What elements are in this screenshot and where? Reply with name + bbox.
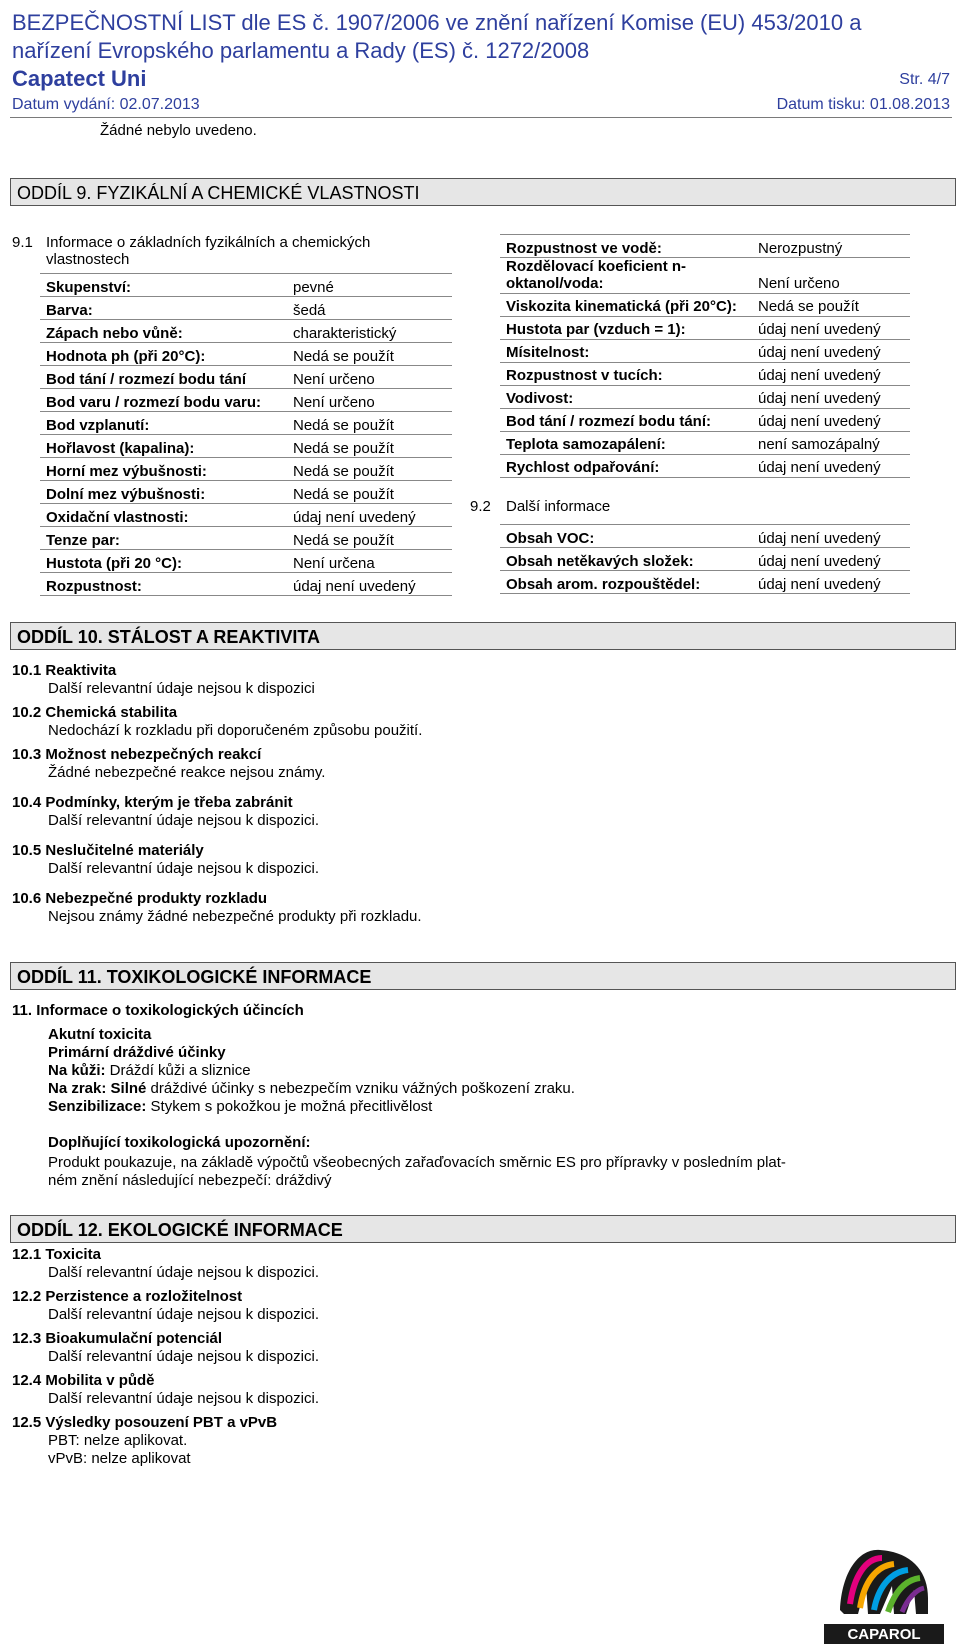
property-value: údaj není uvedený — [752, 571, 910, 594]
property-name: Bod tání / rozmezí bodu tání — [40, 366, 287, 389]
table-row — [500, 362, 910, 385]
property-name: Mísitelnost: — [500, 339, 752, 362]
table-row — [500, 316, 910, 339]
property-value: Nedá se použít — [287, 481, 452, 504]
table-row — [500, 548, 910, 571]
property-name: Barva: — [40, 297, 287, 320]
subsection-9-2-title: Další informace — [506, 498, 611, 515]
property-value: údaj není uvedený — [752, 339, 910, 362]
property-name: Hustota par (vzduch = 1): — [500, 316, 752, 339]
property-value: Nedá se použít — [287, 527, 452, 550]
section-11-smallcaps: DDÍL — [31, 967, 73, 987]
sensitization — [48, 1098, 432, 1115]
property-value: údaj není uvedený — [752, 316, 910, 339]
table-row — [500, 571, 910, 594]
property-name: Bod varu / rozmezí bodu varu: — [40, 389, 287, 412]
table-row — [40, 504, 452, 527]
subsection-text: Další relevantní údaje nejsou k dispozici. — [48, 1264, 319, 1281]
property-value: údaj není uvedený — [752, 385, 910, 408]
property-value: Nedá se použít — [287, 343, 452, 366]
property-value: údaj není uvedený — [752, 362, 910, 385]
property-value: údaj není uvedený — [752, 454, 910, 477]
additional-tox-line2: ném znění následující nebezpečí: dráždivý — [48, 1172, 332, 1189]
property-name: Tenze par: — [40, 527, 287, 550]
table-row — [40, 458, 452, 481]
table-row — [40, 389, 452, 412]
property-value: údaj není uvedený — [752, 408, 910, 431]
section-10-prefix: O — [17, 627, 32, 647]
additional-tox-line1: Produkt poukazuje, na základě výpočtů všeobecných zařaďovacích směrnic ES pro přípravky v posledním plat- — [48, 1154, 786, 1171]
property-value: Není určeno — [287, 366, 452, 389]
subsection-heading: 12.3 Bioakumulační potenciál — [12, 1330, 223, 1347]
pbt-line2: vPvB: nelze aplikovat — [48, 1450, 191, 1467]
section-12-title: 12. EKOLOGICKÉ INFORMACE — [72, 1220, 343, 1240]
section-11-subtitle: 11. Informace o toxikologických účincích — [12, 1002, 304, 1019]
primary-irritant-heading: Primární dráždivé účinky — [48, 1044, 226, 1061]
property-value: Nedá se použít — [287, 412, 452, 435]
pbt-line1: PBT: nelze aplikovat. — [48, 1432, 188, 1449]
property-value: charakteristický — [287, 320, 452, 343]
property-value: šedá — [287, 297, 452, 320]
sensitization-label: Senzibilizace: — [48, 1098, 147, 1115]
property-value: Nedá se použít — [287, 458, 452, 481]
property-name: Bod vzplanutí: — [40, 412, 287, 435]
section-11-title: 11. TOXIKOLOGICKÉ INFORMACE — [72, 967, 372, 987]
table-row — [500, 235, 910, 258]
table-row — [40, 343, 452, 366]
eye-effect — [48, 1080, 575, 1097]
property-value: údaj není uvedený — [752, 548, 910, 571]
property-name: Obsah arom. rozpouštědel: — [500, 571, 752, 594]
table-row — [40, 366, 452, 389]
table-row — [500, 525, 910, 548]
property-name: Hodnota ph (při 20°C): — [40, 343, 287, 366]
acute-toxicity-heading: Akutní toxicita — [48, 1026, 152, 1043]
physical-properties-table-right — [500, 234, 910, 478]
logo-text: CAPAROL — [847, 1626, 921, 1643]
property-name: Obsah netěkavých složek: — [500, 548, 752, 571]
property-value: Nedá se použít — [287, 435, 452, 458]
property-value: Není určena — [287, 550, 452, 573]
table-row — [40, 573, 452, 596]
subsection-heading: 10.6 Nebezpečné produkty rozkladu — [12, 890, 268, 907]
section-10-smallcaps: DDÍL — [31, 627, 73, 647]
table-row — [40, 297, 452, 320]
subsection-text: Další relevantní údaje nejsou k dispozici. — [48, 812, 319, 829]
table-row — [500, 408, 910, 431]
table-row — [500, 385, 910, 408]
issue-date: Datum vydání: 02.07.2013 — [12, 96, 200, 113]
section-10-header — [10, 622, 956, 650]
subsection-9-1-title-line2: vlastnostech — [46, 251, 130, 268]
property-value: údaj není uvedený — [752, 525, 910, 548]
table-row — [40, 481, 452, 504]
property-name: Rozpustnost ve vodě: — [500, 235, 752, 258]
property-value: údaj není uvedený — [287, 573, 452, 596]
product-name: Capatect Uni — [12, 66, 147, 91]
property-name: Viskozita kinematická (při 20°C): — [500, 293, 752, 316]
section-9-smallcaps: DDÍL — [31, 183, 72, 203]
property-name: Obsah VOC: — [500, 525, 752, 548]
property-name: Hořlavost (kapalina): — [40, 435, 287, 458]
additional-tox-title: Doplňující toxikologická upozornění: — [48, 1134, 311, 1151]
caparol-logo — [820, 1540, 948, 1644]
section-9-prefix: O — [17, 183, 32, 203]
subsection-heading: 10.5 Neslučitelné materiály — [12, 842, 204, 859]
property-value: není samozápalný — [752, 431, 910, 454]
subsection-heading: 12.4 Mobilita v půdě — [12, 1372, 155, 1389]
section-10-title: 10. STÁLOST A REAKTIVITA — [72, 627, 321, 647]
property-name: Teplota samozapálení: — [500, 431, 752, 454]
eye-label: Na zrak: Silné — [48, 1080, 147, 1097]
section-9-title: 9. FYZIKÁLNÍ A CHEMICKÉ VLASTNOSTI — [71, 183, 420, 203]
property-name: Hustota (při 20 °C): — [40, 550, 287, 573]
table-row — [500, 258, 910, 294]
subsection-text: Další relevantní údaje nejsou k dispozici. — [48, 1390, 319, 1407]
table-row — [40, 435, 452, 458]
property-name: Oxidační vlastnosti: — [40, 504, 287, 527]
table-row — [40, 274, 452, 297]
table-row — [500, 293, 910, 316]
property-name: Rychlost odpařování: — [500, 454, 752, 477]
header-divider — [10, 117, 952, 118]
document-title-line1: BEZPEČNOSTNÍ LIST dle ES č. 1907/2006 ve znění nařízení Komise (EU) 453/2010 a — [12, 10, 862, 35]
section-12-prefix: O — [17, 1220, 32, 1240]
property-value: údaj není uvedený — [287, 504, 452, 527]
table-row — [40, 320, 452, 343]
property-name: Dolní mez výbušnosti: — [40, 481, 287, 504]
subsection-heading: 10.4 Podmínky, kterým je třeba zabránit — [12, 794, 293, 811]
eye-text: dráždivé účinky s nebezpečím vzniku vážných poškození zraku. — [146, 1080, 575, 1097]
property-name: Bod tání / rozmezí bodu tání: — [500, 408, 752, 431]
property-name: Rozpustnost v tucích: — [500, 362, 752, 385]
property-name: Rozdělovací koeficient n-oktanol/voda: — [500, 258, 752, 294]
section-11-prefix: O — [17, 967, 32, 987]
carryover-text: Žádné nebylo uvedeno. — [100, 122, 257, 139]
table-row — [40, 527, 452, 550]
table-row — [40, 550, 452, 573]
subsection-9-1-title-line1: Informace o základních fyzikálních a chemických — [46, 234, 371, 251]
property-value: Nerozpustný — [752, 235, 910, 258]
subsection-text: Další relevantní údaje nejsou k dispozici. — [48, 1306, 319, 1323]
subsection-text: Nedochází k rozkladu při doporučeném způsobu použití. — [48, 722, 423, 739]
subsection-heading: 12.2 Perzistence a rozložitelnost — [12, 1288, 243, 1305]
skin-label: Na kůži: — [48, 1062, 106, 1079]
subsection-heading: 10.1 Reaktivita — [12, 662, 117, 679]
table-row — [40, 412, 452, 435]
subsection-heading: 10.2 Chemická stabilita — [12, 704, 178, 721]
voc-table — [500, 524, 910, 594]
section-12-smallcaps: DDÍL — [31, 1220, 73, 1240]
subsection-heading: 12.1 Toxicita — [12, 1246, 101, 1263]
pbt-heading: 12.5 Výsledky posouzení PBT a vPvB — [12, 1414, 278, 1431]
property-value: Není určeno — [287, 389, 452, 412]
property-name: Zápach nebo vůně: — [40, 320, 287, 343]
table-row — [500, 339, 910, 362]
skin-text: Dráždí kůži a sliznice — [105, 1062, 251, 1079]
subsection-text: Další relevantní údaje nejsou k dispozici — [48, 680, 315, 697]
skin-effect — [48, 1062, 251, 1079]
table-row — [500, 431, 910, 454]
sensitization-text: Stykem s pokožkou je možná přecitlivělost — [146, 1098, 433, 1115]
document-title-line2: nařízení Evropského parlamentu a Rady (ES) č. 1272/2008 — [12, 38, 590, 63]
subsection-text: Další relevantní údaje nejsou k dispozici. — [48, 860, 319, 877]
property-value: Nedá se použít — [752, 293, 910, 316]
property-name: Vodivost: — [500, 385, 752, 408]
subsection-9-2-number: 9.2 — [470, 498, 491, 515]
subsection-9-1-number: 9.1 — [12, 234, 33, 251]
subsection-text: Žádné nebezpečné reakce nejsou známy. — [48, 764, 326, 781]
property-name: Horní mez výbušnosti: — [40, 458, 287, 481]
property-value: Není určeno — [752, 258, 910, 294]
subsection-text: Nejsou známy žádné nebezpečné produkty při rozkladu. — [48, 908, 422, 925]
physical-properties-table-left — [40, 273, 452, 596]
section-11-header — [10, 962, 956, 990]
property-name: Skupenství: — [40, 274, 287, 297]
section-9-header — [10, 178, 956, 206]
print-date: Datum tisku: 01.08.2013 — [776, 96, 950, 113]
subsection-heading: 10.3 Možnost nebezpečných reakcí — [12, 746, 262, 763]
subsection-text: Další relevantní údaje nejsou k dispozici. — [48, 1348, 319, 1365]
page-number: Str. 4/7 — [899, 71, 950, 88]
property-name: Rozpustnost: — [40, 573, 287, 596]
table-row — [500, 454, 910, 477]
section-12-header — [10, 1215, 956, 1243]
property-value: pevné — [287, 274, 452, 297]
